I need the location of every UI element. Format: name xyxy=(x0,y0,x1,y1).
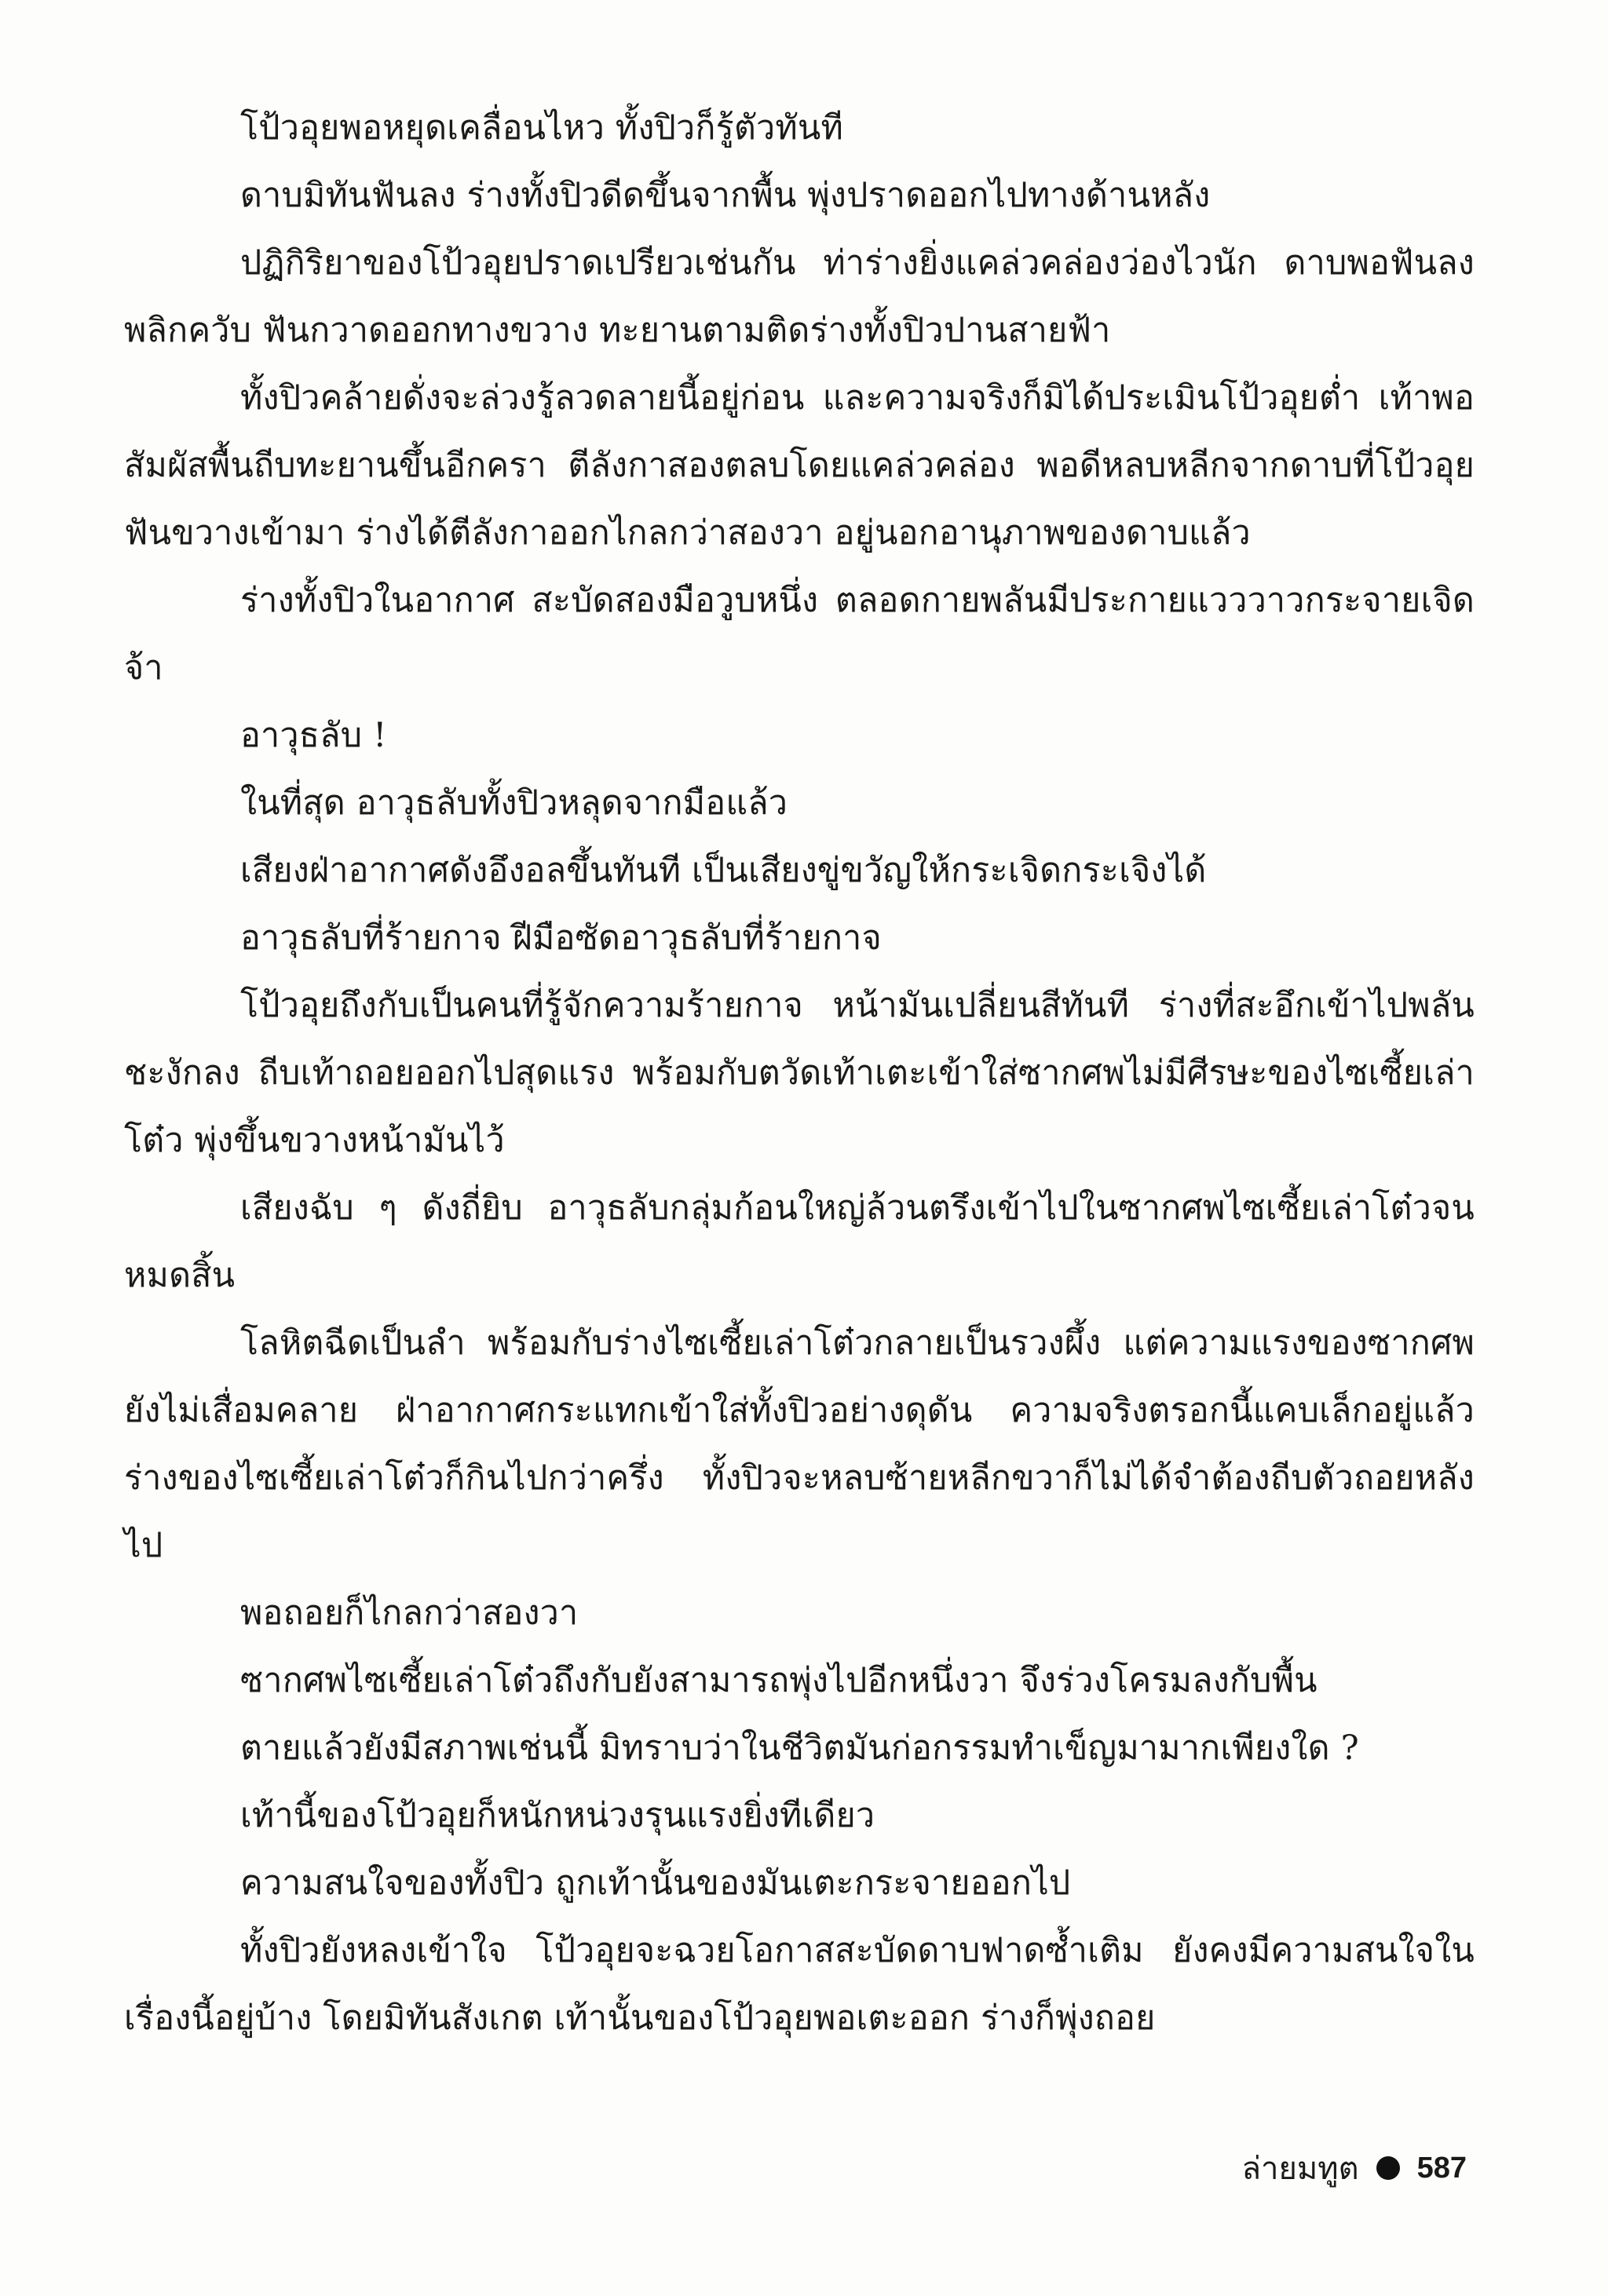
paragraph: ทั้งปิวคล้ายดั่งจะล่วงรู้ลวดลายนี้อยู่ก่อน และความจริงก็มิได้ประเมินโป้วอุยต่ำ เท้าพอสัมผัสพื้นถีบทะยานขึ้นอีกครา ตีลังกาสองตลบโดยแคล่วคล่อง พอดีหลบหลีกจากดาบที่โป้วอุยฟันขวางเข้ามา ร่างได้ตีลังกาออกไกลกว่าสองวา อยู่นอกอานุภาพของดาบแล้ว xyxy=(124,378,1475,553)
page-footer xyxy=(1241,2143,1467,2193)
paragraph: โป้วอุยถึงกับเป็นคนที่รู้จักความร้ายกาจ หน้ามันเปลี่ยนสีทันที ร่างที่สะอึกเข้าไปพลันชะงักลง ถีบเท้าถอยออกไปสุดแรง พร้อมกับตวัดเท้าเตะเข้าใส่ซากศพไม่มีศีรษะของไซเซี้ยเล่าโต๋ว พุ่งขึ้นขวางหน้ามันไว้ xyxy=(124,986,1475,1160)
paragraph: อาวุธลับ ! xyxy=(240,716,387,755)
paragraph: โป้วอุยพอหยุดเคลื่อนไหว ทั้งปิวก็รู้ตัวทันที xyxy=(240,108,844,148)
paragraph: เท้านี้ของโป้วอุยก็หนักหน่วงรุนแรงยิ่งทีเดียว xyxy=(240,1796,875,1835)
paragraph: ซากศพไซเซี้ยเล่าโต๋วถึงกับยังสามารถพุ่งไปอีกหนึ่งวา จึงร่วงโครมลงกับพื้น xyxy=(240,1661,1317,1700)
bullet-icon xyxy=(1376,2156,1400,2180)
paragraph: เสียงฉับ ๆ ดังถี่ยิบ อาวุธลับกลุ่มก้อนใหญ่ล้วนตรึงเข้าไปในซากศพไซเซี้ยเล่าโต๋วจนหมดสิ้น xyxy=(124,1188,1475,1295)
paragraph: ในที่สุด อาวุธลับทั้งปิวหลุดจากมือแล้ว xyxy=(240,783,788,823)
paragraph: ร่างทั้งปิวในอากาศ สะบัดสองมือวูบหนึ่ง ตลอดกายพลันมีประกายแวววาวกระจายเจิดจ้า xyxy=(124,581,1475,688)
paragraph: ตายแล้วยังมีสภาพเช่นนี้ มิทราบว่าในชีวิตมันก่อกรรมทำเข็ญมามากเพียงใด ? xyxy=(240,1728,1359,1768)
paragraph: โลหิตฉีดเป็นลำ พร้อมกับร่างไซเซี้ยเล่าโต๋วกลายเป็นรวงผึ้ง แต่ความแรงของซากศพยังไม่เสื่อมคลาย ฝ่าอากาศกระแทกเข้าใส่ทั้งปิวอย่างดุดัน ความจริงตรอกนี้แคบเล็กอยู่แล้ว ร่างของไซเซี้ยเล่าโต๋วก็กินไปกว่าครึ่ง ทั้งปิวจะหลบซ้ายหลีกขวาก็ไม่ได้จำต้องถีบตัวถอยหลังไป xyxy=(124,1323,1475,1565)
paragraph: ดาบมิทันฟันลง ร่างทั้งปิวดีดขึ้นจากพื้น พุ่งปราดออกไปทางด้านหลัง xyxy=(240,176,1211,215)
running-title: ล่ายมทูต xyxy=(1241,2151,1359,2187)
paragraph: ทั้งปิวยังหลงเข้าใจ โป้วอุยจะฉวยโอกาสสะบัดดาบฟาดซ้ำเติม ยังคงมีความสนใจในเรื่องนี้อยู่บ้าง โดยมิทันสังเกต เท้านั้นของโป้วอุยพอเตะออก ร่างก็พุ่งถอย xyxy=(124,1931,1475,2038)
paragraph: อาวุธลับที่ร้ายกาจ ฝีมือซัดอาวุธลับที่ร้ายกาจ xyxy=(240,918,882,958)
paragraph: ความสนใจของทั้งปิว ถูกเท้านั้นของมันเตะกระจายออกไป xyxy=(240,1863,1071,1903)
body-text xyxy=(124,94,1475,2052)
page-number: 587 xyxy=(1416,2151,1467,2185)
paragraph: พอถอยก็ไกลกว่าสองวา xyxy=(240,1593,579,1633)
paragraph: เสียงฝ่าอากาศดังอึงอลขึ้นทันที เป็นเสียงขู่ขวัญให้กระเจิดกระเจิงได้ xyxy=(240,851,1207,890)
paragraph: ปฏิกิริยาของโป้วอุยปราดเปรียวเช่นกัน ท่าร่างยิ่งแคล่วคล่องว่องไวนัก ดาบพอฟันลงพลิกควับ ฟันกวาดออกทางขวาง ทะยานตามติดร่างทั้งปิวปานสายฟ้า xyxy=(124,243,1475,350)
